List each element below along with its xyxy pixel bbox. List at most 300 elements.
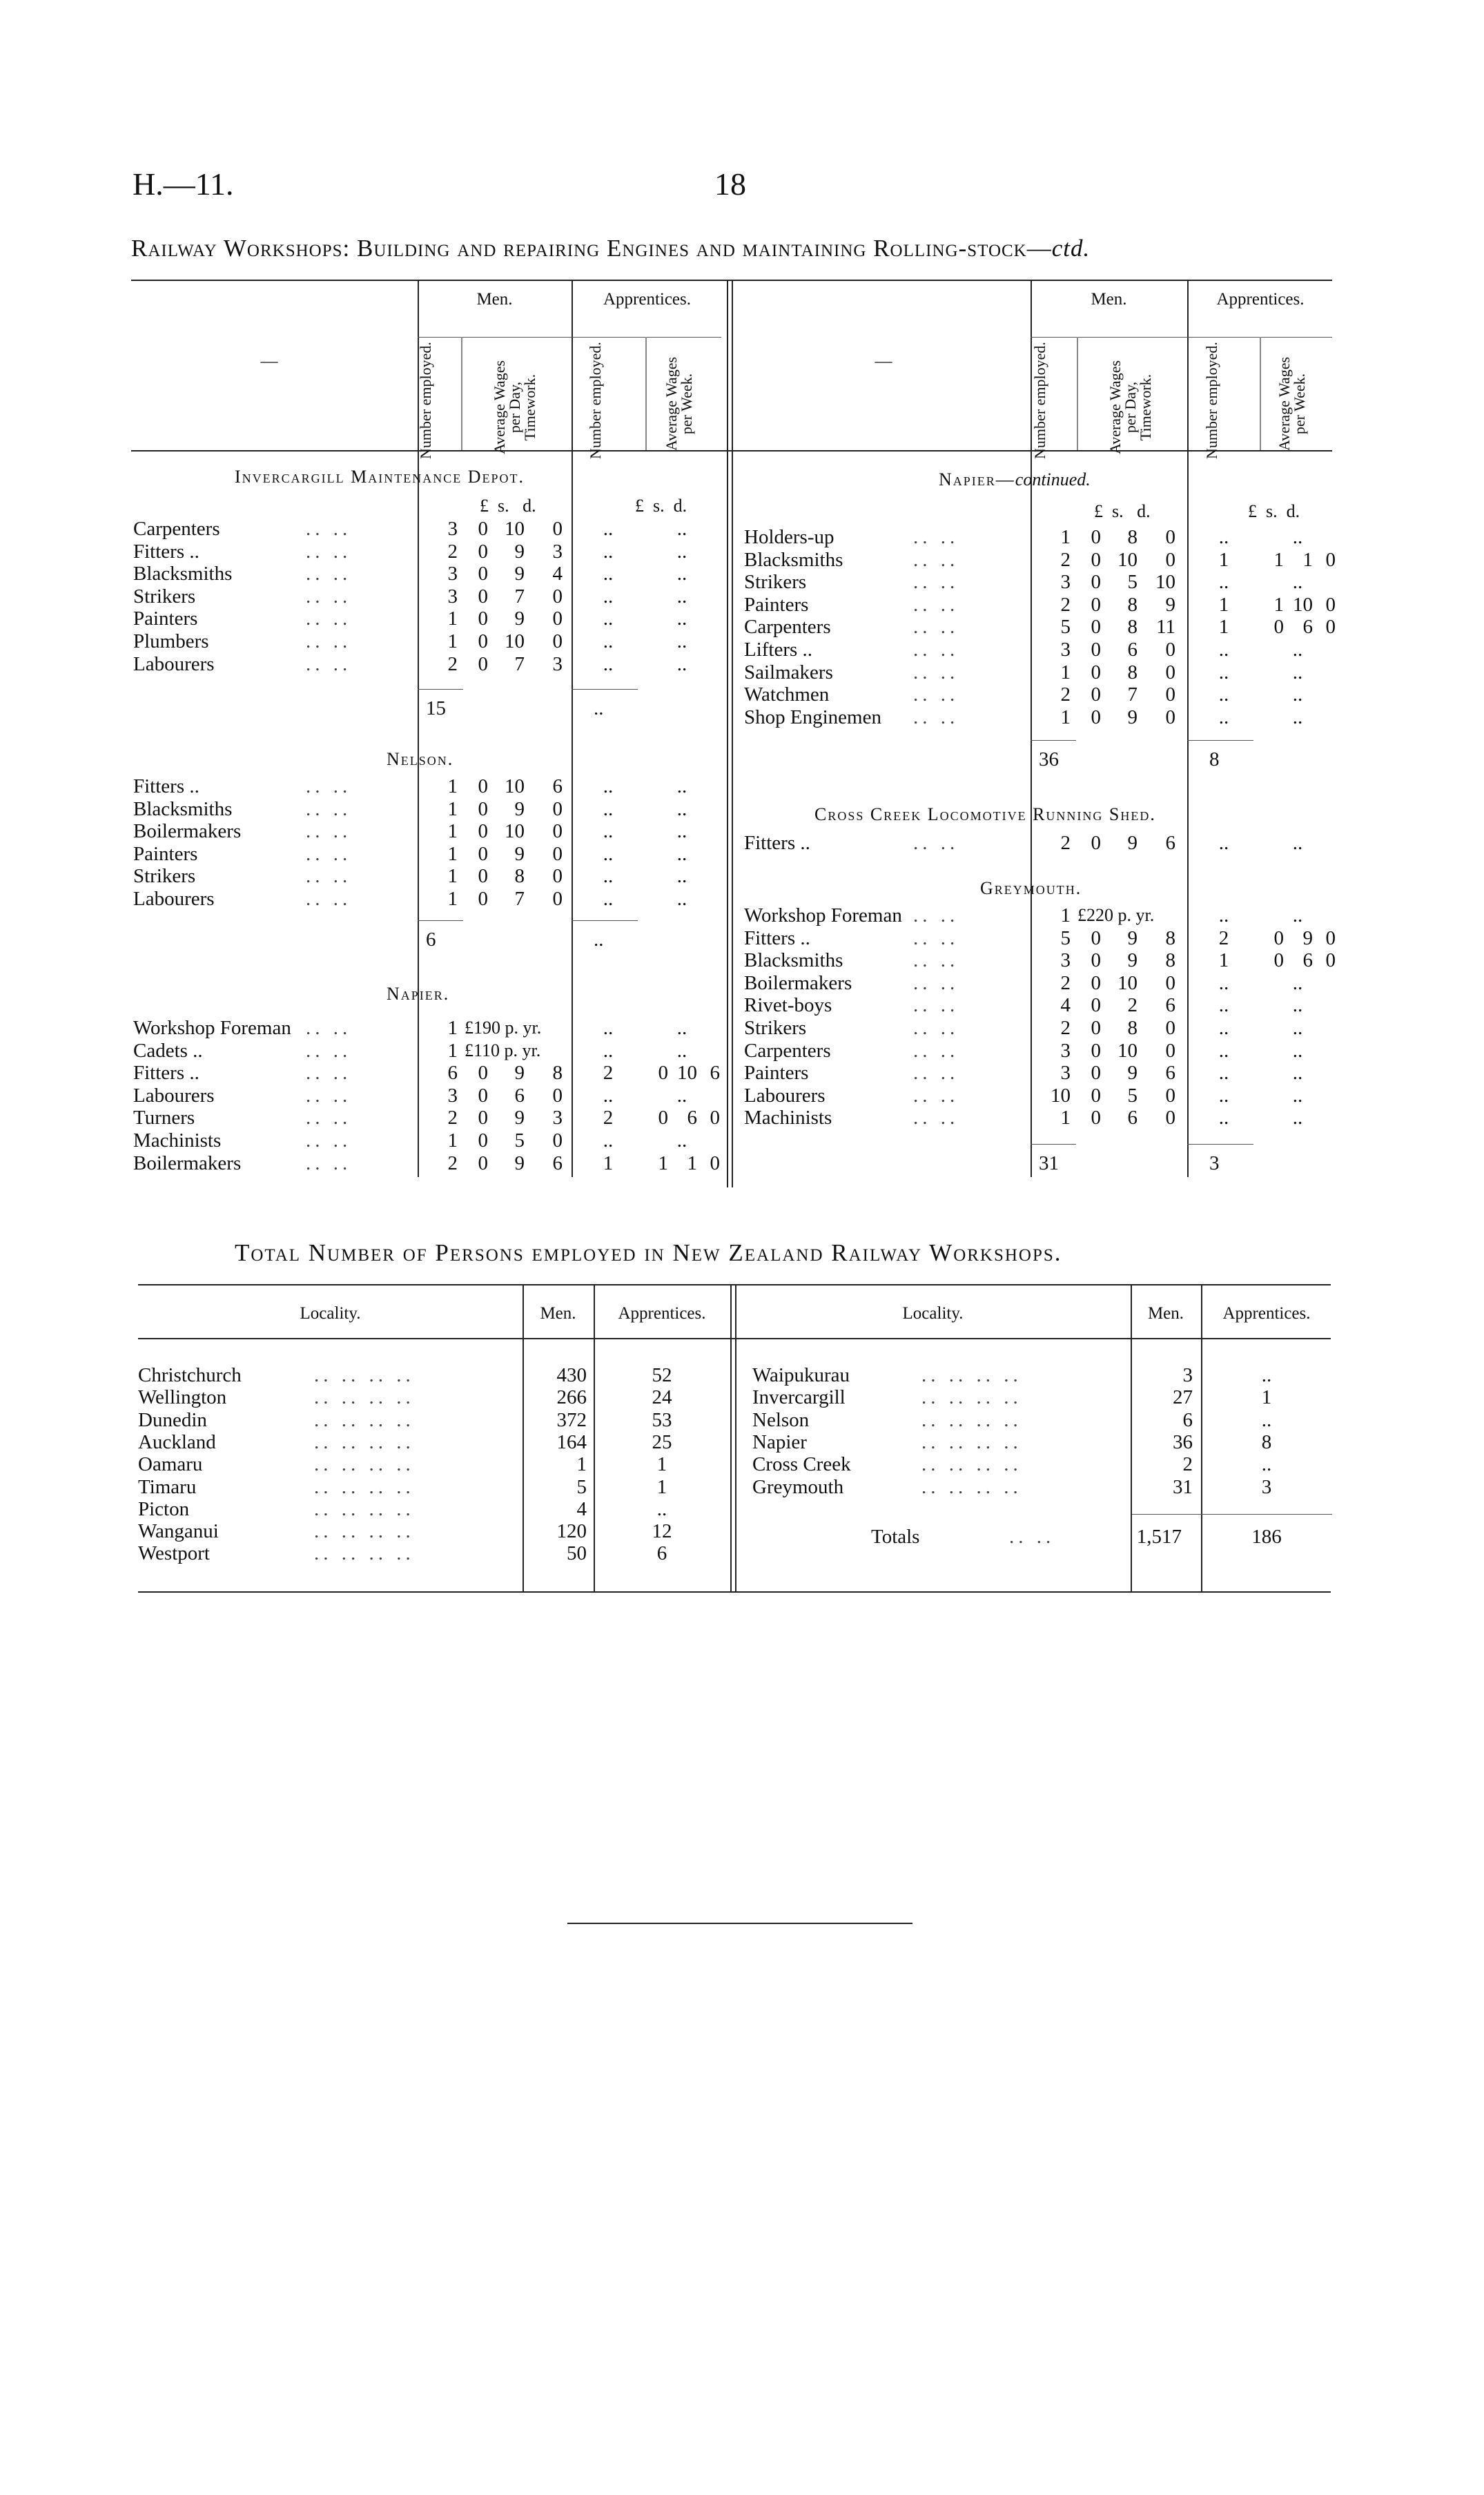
apprentice-count: .. bbox=[603, 775, 614, 797]
locality-men: 266 bbox=[556, 1386, 587, 1409]
apprentice-wage: .. bbox=[676, 797, 687, 820]
wage-shillings: 10 bbox=[1117, 1039, 1138, 1062]
trade-name: Blacksmiths bbox=[744, 548, 843, 571]
wage-pounds: 0 bbox=[1091, 616, 1101, 639]
apprentice-count: .. bbox=[603, 608, 614, 630]
trade-name: Painters bbox=[744, 593, 809, 616]
page-number: 18 bbox=[714, 166, 746, 202]
wage-pence: 0 bbox=[552, 888, 563, 910]
app-wage-shillings: 9 bbox=[1302, 926, 1313, 949]
apprentices-header-right: Apprentices. bbox=[1216, 290, 1305, 309]
leader-dots: .. .. bbox=[913, 1017, 959, 1039]
trade-name: Fitters .. bbox=[133, 775, 199, 797]
apprentice-wage: .. bbox=[676, 518, 687, 540]
trade-name: Boilermakers bbox=[744, 971, 852, 994]
men-count: 2 bbox=[1060, 683, 1071, 706]
trade-name: Fitters .. bbox=[133, 1062, 199, 1085]
wage-pounds: 0 bbox=[1091, 526, 1101, 548]
apprentice-count: .. bbox=[1218, 1107, 1229, 1129]
table-row bbox=[133, 518, 720, 540]
locality-row bbox=[138, 1364, 732, 1386]
wage-shillings: 8 bbox=[1127, 661, 1138, 683]
locality-row bbox=[138, 1542, 732, 1564]
app-wage-pounds: 0 bbox=[658, 1062, 668, 1085]
apprentice-wage: .. bbox=[676, 563, 687, 585]
leader-dots: .. .. .. .. bbox=[921, 1475, 1022, 1498]
wage-shillings: 6 bbox=[1127, 639, 1138, 661]
section-greymouth bbox=[980, 878, 1082, 899]
totals-table-title: Total Number of Persons employed in New Zealand Railway Workshops. bbox=[235, 1239, 1062, 1266]
app-wage-pence: 0 bbox=[1325, 616, 1336, 639]
leader-dots: .. .. .. .. bbox=[314, 1542, 415, 1565]
locality-row bbox=[752, 1364, 1332, 1386]
apprentice-wage: .. bbox=[676, 865, 687, 888]
apprentice-wage: .. bbox=[1292, 683, 1303, 706]
totals-label: Totals bbox=[871, 1526, 920, 1548]
men-count: 1 bbox=[447, 630, 458, 652]
locality-apprentices: 24 bbox=[652, 1386, 672, 1409]
wage-pence: 0 bbox=[552, 608, 563, 630]
men-count: 1 bbox=[1060, 904, 1071, 926]
wage-shillings: 7 bbox=[514, 585, 525, 608]
wage-pence: 6 bbox=[1165, 1062, 1175, 1085]
wage-pence: 4 bbox=[552, 563, 563, 585]
wage-pence: 3 bbox=[552, 1107, 563, 1129]
wage-pounds: 0 bbox=[1091, 661, 1101, 683]
apprentice-count: .. bbox=[603, 1129, 614, 1152]
apprentice-count: .. bbox=[1218, 971, 1229, 994]
trade-name: Rivet-boys bbox=[744, 994, 832, 1017]
leader-dots: .. .. bbox=[306, 820, 352, 843]
avg-wages-week-header-left: Average Wages per Week. bbox=[663, 356, 695, 452]
locality-apprentices: 25 bbox=[652, 1430, 672, 1453]
totals-row bbox=[871, 1526, 1331, 1548]
table-row bbox=[744, 549, 1345, 571]
apprentice-count: .. bbox=[1218, 639, 1229, 661]
leader-dots: .. .. bbox=[306, 888, 352, 910]
apprentice-wage: .. bbox=[1292, 1107, 1303, 1129]
leader-dots: .. .. .. .. bbox=[314, 1520, 415, 1543]
trade-name: Watchmen bbox=[744, 683, 830, 706]
men-count: 2 bbox=[1060, 971, 1071, 994]
section-invercargill-text: Invercargill Maintenance Depot. bbox=[235, 467, 525, 487]
apprentice-count: .. bbox=[603, 1084, 614, 1107]
apprentice-count: .. bbox=[1218, 571, 1229, 594]
locality-men: 2 bbox=[1182, 1453, 1193, 1476]
leader-dots: .. .. bbox=[306, 585, 352, 608]
wage-pounds: 0 bbox=[1091, 832, 1101, 854]
locality-apprentices: 6 bbox=[656, 1542, 667, 1565]
units-left-app: £ s. d. bbox=[635, 496, 687, 516]
wage-shillings: 9 bbox=[514, 1152, 525, 1174]
app-wage-shillings: 6 bbox=[1302, 949, 1313, 972]
dash-header-right: — bbox=[875, 352, 892, 371]
locality-header-left: Locality. bbox=[300, 1304, 361, 1323]
wage-pence: 0 bbox=[1165, 526, 1175, 548]
men-count: 1 bbox=[447, 842, 458, 865]
locality-men: 372 bbox=[556, 1408, 587, 1431]
wage-shillings: 6 bbox=[514, 1084, 525, 1107]
trade-name: Lifters .. bbox=[744, 639, 813, 661]
leader-dots: .. .. bbox=[913, 1084, 959, 1107]
wage-shillings: 8 bbox=[1127, 616, 1138, 639]
locality-men: 430 bbox=[556, 1364, 587, 1386]
trade-name: Strikers bbox=[133, 585, 196, 608]
locality-apprentices: .. bbox=[656, 1497, 667, 1520]
men-count: 1 bbox=[447, 865, 458, 888]
locality-row bbox=[752, 1409, 1332, 1431]
men-count: 3 bbox=[447, 1084, 458, 1107]
locality-name: Picton bbox=[138, 1497, 190, 1520]
wage-shillings: 9 bbox=[514, 608, 525, 630]
section-cross-creek bbox=[814, 804, 1156, 825]
app-wage-pounds: 1 bbox=[1273, 593, 1284, 616]
section-invercargill bbox=[235, 467, 525, 487]
section-napier bbox=[387, 984, 449, 1004]
wage-shillings: 5 bbox=[514, 1129, 525, 1152]
locality-apprentices: 1 bbox=[1261, 1386, 1272, 1409]
wage-shillings: 8 bbox=[1127, 1017, 1138, 1039]
app-wage-pounds: 0 bbox=[658, 1107, 668, 1129]
apprentice-wage: .. bbox=[676, 842, 687, 865]
wage-pounds: 0 bbox=[478, 775, 488, 797]
napier-total-apprentices: 8 bbox=[1209, 748, 1220, 770]
men-header-left: Men. bbox=[476, 290, 513, 309]
nelson-total-apprentices: .. bbox=[594, 929, 604, 951]
locality-apprentices: 3 bbox=[1261, 1475, 1272, 1498]
locality-apprentices: 52 bbox=[652, 1364, 672, 1386]
table-row bbox=[133, 865, 720, 887]
trade-name: Holders-up bbox=[744, 526, 834, 548]
wage-shillings: 2 bbox=[1127, 994, 1138, 1017]
wage-pounds: 0 bbox=[1091, 1084, 1101, 1107]
wage-pence: 0 bbox=[1165, 661, 1175, 683]
table-row bbox=[744, 616, 1345, 638]
totals-dots: .. .. bbox=[1009, 1526, 1055, 1548]
men-count: 2 bbox=[447, 540, 458, 563]
leader-dots: .. .. .. .. bbox=[921, 1430, 1022, 1453]
app-wage-pounds: 1 bbox=[1273, 548, 1284, 571]
wage-pounds: 0 bbox=[1091, 1062, 1101, 1085]
locality-name: Timaru bbox=[138, 1475, 197, 1498]
apprentice-count: .. bbox=[603, 563, 614, 585]
app-wage-shillings: 6 bbox=[687, 1107, 697, 1129]
wage-shillings: 9 bbox=[1127, 832, 1138, 854]
table-row bbox=[133, 1085, 720, 1107]
table-row bbox=[744, 927, 1345, 949]
apprentice-wage: .. bbox=[676, 775, 687, 797]
section-napier-continued-text: Napier— bbox=[939, 469, 1015, 489]
locality-men: 120 bbox=[556, 1520, 587, 1543]
wage-shillings: 10 bbox=[1117, 548, 1138, 571]
units-left-men: £ s. d. bbox=[480, 496, 536, 516]
table-row bbox=[744, 526, 1345, 548]
wage-pounds: 0 bbox=[478, 652, 488, 675]
men-count: 2 bbox=[447, 652, 458, 675]
wage-pounds: 0 bbox=[1091, 949, 1101, 972]
leader-dots: .. .. .. .. bbox=[314, 1364, 415, 1386]
men-count: 1 bbox=[447, 608, 458, 630]
trade-name: Workshop Foreman bbox=[744, 904, 902, 926]
apprentice-wage: .. bbox=[1292, 526, 1303, 548]
leader-dots: .. .. bbox=[913, 683, 959, 706]
leader-dots: .. .. .. .. bbox=[314, 1453, 415, 1476]
locality-men: 4 bbox=[576, 1497, 587, 1520]
wage-shillings: 8 bbox=[1127, 593, 1138, 616]
wage-pounds: 0 bbox=[478, 1084, 488, 1107]
table-row bbox=[744, 571, 1345, 593]
totals-apprentices: 186 bbox=[1251, 1526, 1282, 1548]
men-count: 3 bbox=[1060, 571, 1071, 594]
men-header-right: Men. bbox=[1091, 290, 1127, 309]
men-count: 1 bbox=[1060, 526, 1071, 548]
trade-name: Labourers bbox=[133, 888, 215, 910]
locality-apprentices: 1 bbox=[656, 1453, 667, 1476]
wage-pounds: 0 bbox=[478, 1107, 488, 1129]
wage-shillings: 8 bbox=[514, 865, 525, 888]
table-row bbox=[744, 1085, 1345, 1107]
section-napier-continued-italic: continued. bbox=[1015, 469, 1091, 489]
apprentice-count: .. bbox=[603, 842, 614, 865]
apprentice-wage: .. bbox=[676, 585, 687, 608]
leader-dots: .. .. bbox=[306, 518, 352, 540]
men-count: 1 bbox=[447, 820, 458, 843]
locality-men: 50 bbox=[567, 1542, 587, 1565]
locality-row bbox=[752, 1431, 1332, 1453]
apprentice-count: .. bbox=[1218, 994, 1229, 1017]
trade-name: Labourers bbox=[744, 1084, 826, 1107]
trade-name: Blacksmiths bbox=[133, 563, 233, 585]
men-count: 1 bbox=[447, 888, 458, 910]
wage-pounds: 0 bbox=[478, 630, 488, 652]
table-row bbox=[744, 661, 1345, 683]
locality-men: 1 bbox=[576, 1453, 587, 1476]
totals-men: 1,517 bbox=[1136, 1526, 1182, 1548]
wage-pounds: 0 bbox=[1091, 571, 1101, 594]
wage-pounds: 0 bbox=[478, 820, 488, 843]
apprentice-count: .. bbox=[603, 1039, 614, 1062]
table-row bbox=[133, 653, 720, 675]
leader-dots: .. .. bbox=[306, 842, 352, 865]
men-count: 1 bbox=[447, 1039, 458, 1062]
wage-pence: 0 bbox=[1165, 706, 1175, 728]
men-count: 3 bbox=[1060, 1062, 1071, 1085]
avg-wages-day-header-right: Average Wages per Day, Timework. bbox=[1106, 360, 1154, 455]
locality-apprentices: .. bbox=[1261, 1453, 1272, 1476]
apprentice-wage: .. bbox=[1292, 971, 1303, 994]
locality-name: Invercargill bbox=[752, 1386, 846, 1409]
wage-pounds: 0 bbox=[478, 608, 488, 630]
app-wage-pence: 0 bbox=[1325, 949, 1336, 972]
table-row bbox=[133, 820, 720, 842]
apprentice-count: 1 bbox=[1218, 593, 1229, 616]
apprentice-count: 1 bbox=[1218, 616, 1229, 639]
table-row bbox=[744, 972, 1345, 994]
table-row bbox=[133, 1107, 720, 1129]
table-row bbox=[133, 888, 720, 910]
men-count: 1 bbox=[447, 797, 458, 820]
locality-men: 6 bbox=[1182, 1408, 1193, 1431]
wage-shillings: 10 bbox=[505, 820, 525, 843]
apprentice-wage: .. bbox=[676, 888, 687, 910]
trade-name: Painters bbox=[744, 1062, 809, 1085]
locality-name: Dunedin bbox=[138, 1408, 207, 1431]
table-row bbox=[744, 1107, 1345, 1129]
locality-apprentices: 12 bbox=[652, 1520, 672, 1543]
apprentice-wage: .. bbox=[676, 540, 687, 563]
leader-dots: .. .. bbox=[306, 1107, 352, 1129]
leader-dots: .. .. bbox=[306, 1152, 352, 1174]
men-count: 1 bbox=[447, 775, 458, 797]
app-wage-shillings: 10 bbox=[1293, 593, 1313, 616]
table-row bbox=[744, 706, 1345, 728]
leader-dots: .. .. bbox=[913, 1107, 959, 1129]
wage-shillings: 7 bbox=[514, 888, 525, 910]
leader-dots: .. .. bbox=[913, 971, 959, 994]
wage-pence: 10 bbox=[1155, 571, 1175, 594]
table-row bbox=[133, 1017, 720, 1039]
wage-shillings: 9 bbox=[1127, 1062, 1138, 1085]
app-wage-pounds: 1 bbox=[658, 1152, 668, 1174]
wage-shillings: 9 bbox=[1127, 926, 1138, 949]
leader-dots: .. .. .. .. bbox=[314, 1408, 415, 1431]
apprentice-wage: .. bbox=[1292, 994, 1303, 1017]
wage-pence: 8 bbox=[1165, 949, 1175, 972]
men-count: 1 bbox=[1060, 661, 1071, 683]
apprentice-count: .. bbox=[1218, 526, 1229, 548]
locality-name: Oamaru bbox=[138, 1453, 203, 1476]
table-row bbox=[744, 949, 1345, 971]
wage-pounds: 0 bbox=[478, 865, 488, 888]
locality-name: Nelson bbox=[752, 1408, 810, 1431]
men-count: 6 bbox=[447, 1062, 458, 1085]
wage-pence: 9 bbox=[1165, 593, 1175, 616]
trade-name: Strikers bbox=[133, 865, 196, 888]
apprentice-count: .. bbox=[1218, 904, 1229, 926]
apprentice-count: .. bbox=[1218, 706, 1229, 728]
locality-name: Greymouth bbox=[752, 1475, 844, 1498]
men-count: 1 bbox=[1060, 706, 1071, 728]
wage-pounds: 0 bbox=[1091, 639, 1101, 661]
apprentice-wage: .. bbox=[1292, 1017, 1303, 1039]
table-row bbox=[133, 1062, 720, 1084]
leader-dots: .. .. bbox=[913, 949, 959, 972]
table-row bbox=[133, 1152, 720, 1174]
table-row bbox=[744, 683, 1345, 706]
wage-pounds: 0 bbox=[478, 1152, 488, 1174]
trade-name: Carpenters bbox=[744, 1039, 831, 1062]
wage-shillings: 10 bbox=[505, 775, 525, 797]
men-wage: £220 p. yr. bbox=[1077, 905, 1155, 925]
wage-shillings: 9 bbox=[514, 540, 525, 563]
trade-name: Labourers bbox=[133, 652, 215, 675]
locality-row bbox=[752, 1476, 1332, 1498]
apprentice-count: .. bbox=[603, 1017, 614, 1039]
trade-name: Fitters .. bbox=[744, 926, 810, 949]
trade-name: Painters bbox=[133, 608, 198, 630]
leader-dots: .. .. bbox=[306, 1062, 352, 1085]
wage-pounds: 0 bbox=[1091, 1039, 1101, 1062]
leader-dots: .. .. bbox=[913, 548, 959, 571]
locality-header-right: Locality. bbox=[902, 1304, 964, 1323]
leader-dots: .. .. bbox=[306, 608, 352, 630]
trade-name: Carpenters bbox=[133, 518, 220, 540]
locality-men: 164 bbox=[556, 1430, 587, 1453]
leader-dots: .. .. bbox=[306, 865, 352, 888]
trade-name: Carpenters bbox=[744, 616, 831, 639]
locality-apprentices: .. bbox=[1261, 1408, 1272, 1431]
wage-pence: 3 bbox=[552, 652, 563, 675]
wage-pence: 0 bbox=[1165, 971, 1175, 994]
units-right-men: £ s. d. bbox=[1094, 501, 1151, 521]
wage-shillings: 9 bbox=[514, 1107, 525, 1129]
apprentice-wage: .. bbox=[1292, 706, 1303, 728]
apprentice-wage: .. bbox=[676, 1017, 687, 1039]
number-employed-app-header-right: Number employed. bbox=[1203, 342, 1220, 459]
number-employed-header-right: Number employed. bbox=[1031, 342, 1048, 459]
men-count: 5 bbox=[1060, 616, 1071, 639]
wage-pence: 0 bbox=[552, 630, 563, 652]
trade-name: Blacksmiths bbox=[744, 949, 843, 972]
apprentice-wage: .. bbox=[676, 652, 687, 675]
men-count: 2 bbox=[1060, 593, 1071, 616]
locality-row bbox=[138, 1498, 732, 1520]
wage-pence: 0 bbox=[552, 820, 563, 843]
end-rule bbox=[567, 1923, 912, 1924]
wage-pounds: 0 bbox=[478, 842, 488, 865]
apprentice-count: 1 bbox=[603, 1152, 614, 1174]
table-row bbox=[744, 1017, 1345, 1039]
locality-row bbox=[138, 1476, 732, 1498]
apprentice-count: .. bbox=[603, 630, 614, 652]
locality-name: Auckland bbox=[138, 1430, 216, 1453]
app-wage-shillings: 10 bbox=[677, 1062, 697, 1085]
nelson-total-men: 6 bbox=[426, 929, 436, 951]
apprentice-count: .. bbox=[603, 540, 614, 563]
section-nelson-text: Nelson. bbox=[387, 749, 454, 769]
wage-shillings: 5 bbox=[1127, 1084, 1138, 1107]
page-title bbox=[131, 235, 1346, 262]
leader-dots: .. .. bbox=[913, 526, 959, 548]
trade-name: Strikers bbox=[744, 1017, 807, 1039]
leader-dots: .. .. bbox=[913, 571, 959, 594]
locality-apprentices: 1 bbox=[656, 1475, 667, 1498]
section-nelson bbox=[387, 749, 453, 770]
apprentice-wage: .. bbox=[676, 1129, 687, 1152]
wage-pence: 0 bbox=[1165, 683, 1175, 706]
wage-pence: 0 bbox=[552, 1129, 563, 1152]
dash-header-left: — bbox=[260, 352, 278, 371]
locality-men: 3 bbox=[1182, 1364, 1193, 1386]
table-row bbox=[744, 1062, 1345, 1084]
leader-dots: .. .. bbox=[913, 1062, 959, 1085]
wage-pence: 6 bbox=[1165, 832, 1175, 854]
wage-shillings: 9 bbox=[1127, 706, 1138, 728]
wage-pence: 8 bbox=[1165, 926, 1175, 949]
app-wage-shillings: 1 bbox=[1302, 548, 1313, 571]
wage-pence: 11 bbox=[1156, 616, 1175, 639]
trade-name: Cadets .. bbox=[133, 1039, 203, 1062]
men-count: 1 bbox=[447, 1129, 458, 1152]
men-header-totals-right: Men. bbox=[1147, 1304, 1184, 1323]
napier-total-men: 36 bbox=[1039, 748, 1059, 770]
trade-name: Strikers bbox=[744, 571, 807, 594]
wage-pounds: 0 bbox=[1091, 683, 1101, 706]
greymouth-total-apprentices: 3 bbox=[1209, 1152, 1220, 1174]
apprentice-wage: .. bbox=[676, 820, 687, 843]
leader-dots: .. .. bbox=[306, 1017, 352, 1039]
wage-pence: 0 bbox=[552, 518, 563, 540]
